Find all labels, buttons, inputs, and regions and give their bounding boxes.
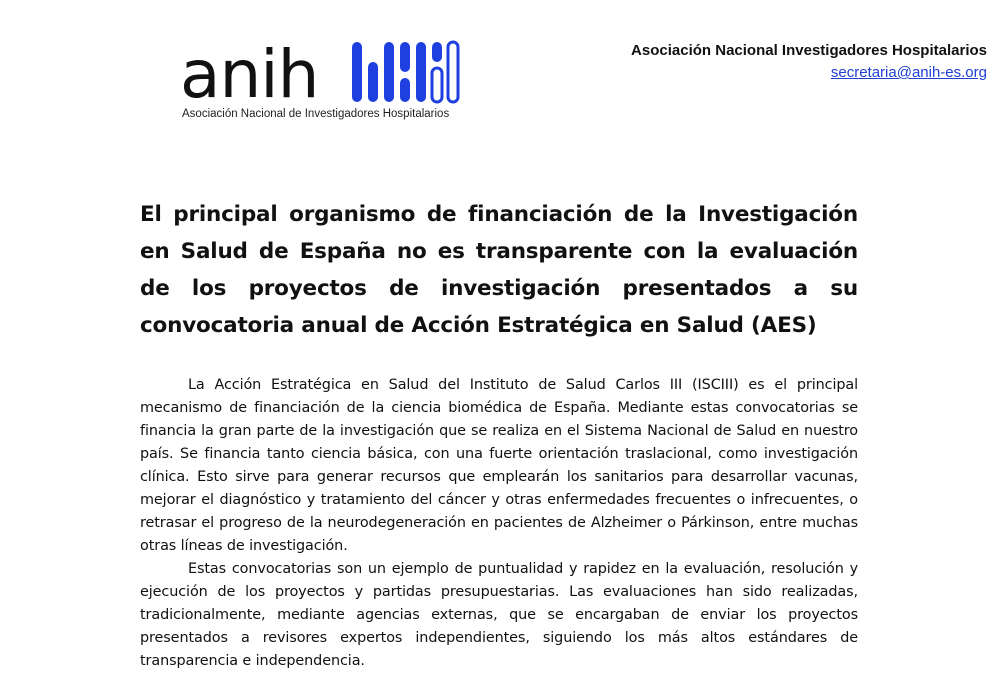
- email-link[interactable]: secretaria@anih-es.org: [830, 64, 987, 81]
- header-contact: [631, 40, 987, 84]
- logo-bars-icon: [350, 40, 462, 104]
- org-name: Asociación Nacional Investigadores Hospitalarios: [631, 42, 987, 59]
- paragraph-1: La Acción Estratégica en Salud del Instituto de Salud Carlos III (ISCIII) es el principal mecanismo de financiación de la ciencia biomédica de España. Mediante estas convocatorias se financia la gran parte de la investigación que se realiza en el Sistema Nacional de Salud en nuestro país. Se financia tanto ciencia básica, con una fuerte orientación traslacional, como investigación clínica. Esto sirve para generar recursos que emplearán los sanitarios para desarrollar vacunas, mejorar el diagnóstico y tratamiento del cáncer y otras enfermedades frecuentes o infrecuentes, o retrasar el progreso de la neurodegeneración en pacientes de Alzheimer o Párkinson, entre muchas otras líneas de investigación.: [140, 377, 858, 554]
- logo-caption: Asociación Nacional de Investigadores Hospitalarios: [182, 108, 450, 120]
- document-body: [140, 374, 858, 673]
- anih-logo: [180, 36, 480, 130]
- logo-wordmark: anih: [180, 36, 319, 113]
- document-title: El principal organismo de financiación de la Investigación en Salud de España no es transparente con la evaluación de los proyectos de investigación presentados a su convocatoria anual de Acción Estratégica en Salud (AES): [140, 202, 858, 338]
- paragraph-2: Estas convocatorias son un ejemplo de puntualidad y rapidez en la evaluación, resolución y ejecución de los proyectos y partidas presupuestarias. Las evaluaciones han sido realizadas, tradicionalmente, mediante agencias externas, que se encargaban de enviar los proyectos presentados a revisores expertos independientes, siguiendo los más altos estándares de transparencia e independencia.: [140, 561, 858, 669]
